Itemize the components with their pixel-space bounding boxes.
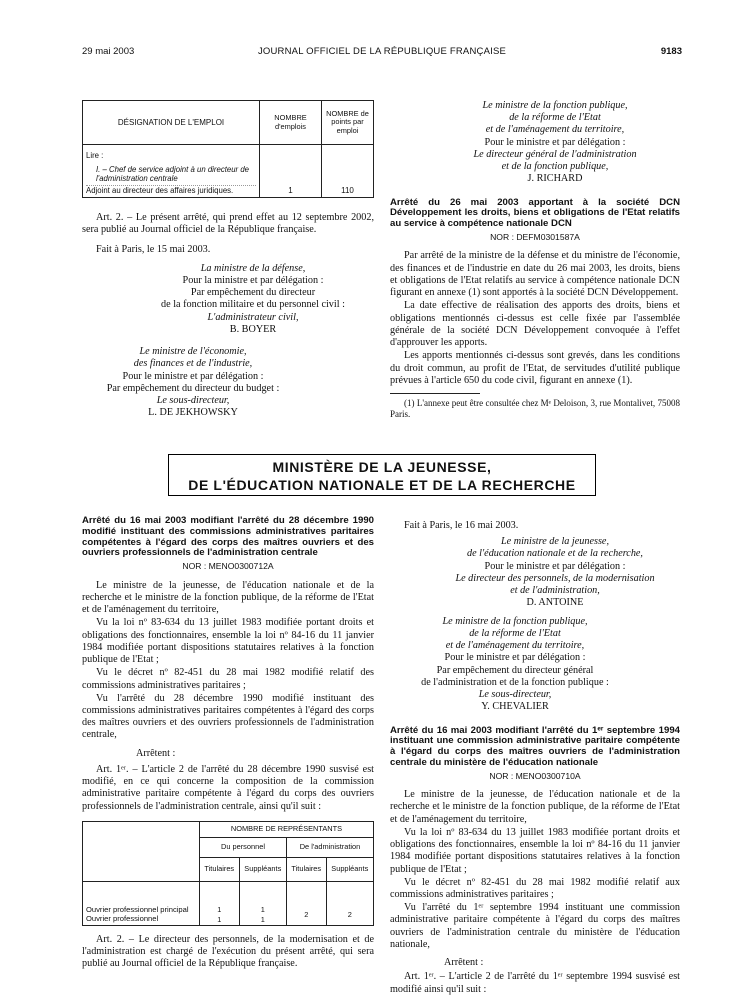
employment-table — [82, 100, 374, 198]
signing-date: Fait à Paris, le 15 mai 2003. — [96, 244, 211, 256]
table-cell: 1 — [260, 145, 322, 198]
cell-value: 1 — [260, 914, 265, 924]
page-header — [82, 46, 682, 60]
article-2: Art. 2. – Le directeur des personnels, de la modernisation et de l'administration est chargé de l'exécution du présent arrêté, qui sera publié au Journal officiel de la République française. — [82, 933, 374, 970]
body-paragraph: Vu l'arrêté du 1ᵉʳ septembre 1994 instituant une commission administrative paritaire compétente à l'égard du corps des maîtres ouvriers de l'administration centrale du ministère de l'éducation nationale, — [390, 902, 680, 950]
banner-line: MINISTÈRE DE LA JEUNESSE, — [272, 459, 492, 475]
signatory-name: Y. CHEVALIER — [481, 701, 549, 713]
signature-block — [390, 536, 680, 609]
signatory-line: de la réforme de l'Etat — [509, 112, 601, 124]
signatory-line: Le ministre de la fonction publique, — [442, 615, 588, 627]
signatory-line: Pour le ministre et par délégation : — [444, 652, 586, 664]
signatory-line: Le directeur général de l'administration — [473, 148, 637, 160]
table-header: Suppléants — [326, 857, 373, 881]
lire-label: Lire : — [86, 151, 104, 160]
signature-block — [82, 346, 374, 419]
cell-value: 1 — [217, 914, 222, 924]
body-paragraph: La date effective de réalisation des apports des droits, biens et obligations mentionnés ci-dessus est celle fixée par l'assemblée générale de la société DCN Développement convoquée à l'effet d'approuver les apports. — [390, 300, 680, 349]
table-header: DÉSIGNATION DE L'EMPLOI — [83, 101, 260, 145]
signatory-line: des finances et de l'industrie, — [133, 358, 253, 370]
body-paragraph: Vu le décret nº 82-451 du 28 mai 1982 modifié relatif aux commissions administratives paritaires ; — [390, 876, 680, 901]
signatory-name: L. DE JEKHOWSKY — [148, 407, 238, 419]
signatory-line: de la fonction militaire et du personnel civil : — [161, 299, 345, 311]
signatory-line: Le ministre de la fonction publique, — [482, 100, 628, 111]
signature-block — [82, 263, 374, 336]
table-item: I. – Chef de service adjoint à un directeur de l'administration centrale — [96, 164, 249, 184]
body-paragraph: Vu la loi nº 83-634 du 13 juillet 1983 modifiée portant droits et obligations des fonctionnaires, ensemble la loi nº 84-16 du 11 janvier 1984 modifiée portant dispositions statutaires relatives à la fonction publique de l'Etat ; — [82, 617, 374, 666]
row-label: Ouvrier professionnel principal — [86, 904, 189, 914]
signature-block — [390, 616, 680, 714]
table-header: Suppléants — [239, 857, 286, 881]
ministry-banner — [168, 454, 596, 496]
decree-title: Arrêté du 16 mai 2003 modifiant l'arrêté du 28 décembre 1990 modifié instituant des commissions administratives paritaires compétentes à l'égard des corps des maîtres ouvriers et des ouvriers professionnels de l'administration centrale — [82, 515, 374, 559]
page-number: 9183 — [660, 46, 682, 57]
body-paragraph: Vu l'arrêté du 28 décembre 1990 modifié instituant des commissions administratives paritaires compétentes à l'égard des corps des maîtres ouvriers et des ouvriers professionnels de l'administration centrale, — [82, 692, 374, 741]
body-paragraph: Le ministre de la jeunesse, de l'éducation nationale et de la recherche et le ministre de la fonction publique, de la réforme de l'Etat et de l'aménagement du territoire, — [82, 579, 374, 616]
article-2: Art. 2. – Le présent arrêté, qui prend effet au 12 septembre 2002, sera publié au Journal officiel de la République française. — [82, 211, 374, 236]
journal-title: JOURNAL OFFICIEL DE LA RÉPUBLIQUE FRANÇAISE — [257, 46, 507, 57]
left-top-column — [82, 100, 374, 419]
signatory-line: et de l'aménagement du territoire, — [485, 124, 625, 136]
table-header: Titulaires — [200, 857, 240, 881]
signatory-line: de l'éducation nationale et de la recherche, — [467, 548, 643, 560]
signatory-line: de la réforme de l'Etat — [469, 627, 561, 639]
cell-value: 1 — [217, 905, 222, 915]
table-cell — [239, 881, 286, 925]
table-header: NOMBRE de points par emploi — [322, 101, 374, 145]
signatory-line: Pour la ministre et par délégation : — [182, 274, 324, 286]
signatory-line: Le sous-directeur, — [156, 394, 230, 406]
decree-title: Arrêté du 16 mai 2003 modifiant l'arrêté du 1ᵉʳ septembre 1994 instituant une commission administrative paritaire compétente à l'égard du corps des maîtres ouvriers de l'administration centrale du ministère de l'éducation nationale — [390, 724, 680, 768]
decree-title: Arrêté du 26 mai 2003 apportant à la société DCN Développement les droits, biens et obligations de l'Etat relatifs au service à compétence nationale DCN — [390, 196, 680, 230]
arretent-label: Arrêtent : — [444, 957, 484, 969]
table-cell — [83, 145, 260, 198]
article-1: Art. 1ᵉʳ. – L'article 2 de l'arrêté du 28 décembre 1990 susvisé est modifié, en ce qui concerne la composition de la commission administrative paritaire compétente à l'égard du corps des ouvriers professionnels de l'administration centrale, ainsi qu'il suit : — [82, 763, 374, 812]
body-paragraph: Les apports mentionnés ci-dessus sont grevés, dans les conditions du droit commun, au profit de l'Etat, de servitudes d'utilité publique prévues à l'article 650 du code civil, figurant en annexe (1). — [390, 350, 680, 386]
table-header: Titulaires — [286, 857, 326, 881]
header-date: 29 mai 2003 — [82, 46, 135, 57]
arretent-label: Arrêtent : — [136, 747, 176, 759]
signatory-line: Le ministre de la jeunesse, — [501, 536, 609, 548]
article-1: Art. 1ᵉʳ. – L'article 2 de l'arrêté du 1ᵉʳ septembre 1994 susvisé est modifié ainsi qu'il suit : — [390, 971, 680, 995]
signature-block — [390, 100, 680, 186]
body-paragraph: Vu le décret nº 82-451 du 28 mai 1982 modifié relatif des commissions administratives paritaires ; — [82, 667, 374, 691]
signatory-line: Par empêchement du directeur — [190, 287, 316, 299]
signatory-line: Pour le ministre et par délégation : — [484, 136, 626, 148]
table-cell: 2 — [286, 881, 326, 925]
table-header: De l'administration — [286, 837, 373, 857]
signatory-line: Par empêchement du directeur général — [436, 664, 594, 676]
signatory-name: B. BOYER — [229, 323, 277, 335]
nor-reference: NOR : DEFM0301587A — [490, 232, 580, 243]
table-item: Adjoint au directeur des affaires juridiques. — [86, 185, 256, 196]
table-header: NOMBRE d'emplois — [260, 101, 322, 145]
signatory-line: Le sous-directeur, — [478, 689, 552, 701]
signatory-line: Par empêchement du directeur du budget : — [106, 382, 280, 394]
signatory-line: La ministre de la défense, — [200, 262, 306, 274]
right-bottom-column — [390, 520, 680, 997]
cell-value: 1 — [260, 905, 265, 915]
table-header: Du personnel — [200, 837, 287, 857]
signatory-line: Le ministre de l'économie, — [139, 346, 247, 358]
representatives-table — [82, 821, 374, 926]
footnote: (1) L'annexe peut être consultée chez Mᵉ Deloison, 3, rue Montalivet, 75008 Paris. — [390, 398, 680, 419]
signatory-line: Pour le ministre et par délégation : — [122, 370, 264, 382]
signatory-line: Le directeur des personnels, de la modernisation — [455, 572, 655, 584]
row-label: Ouvrier professionnel — [86, 914, 159, 924]
left-bottom-column — [82, 516, 374, 972]
nor-reference: NOR : MENO0300710A — [489, 770, 581, 781]
signatory-line: Pour le ministre et par délégation : — [484, 560, 626, 572]
right-top-column — [390, 100, 680, 421]
signatory-line: L'administrateur civil, — [207, 311, 299, 323]
footnote-divider — [390, 393, 480, 394]
table-cell — [83, 881, 200, 925]
banner-line: DE L'ÉDUCATION NATIONALE ET DE LA RECHERCHE — [188, 476, 576, 493]
signatory-name: J. RICHARD — [527, 173, 583, 185]
signatory-line: de l'administration et de la fonction publique : — [421, 676, 609, 688]
body-paragraph: Par arrêté de la ministre de la défense et du ministre de l'économie, des finances et de l'industrie en date du 26 mai 2003, les droits, biens et obligations de l'Etat relatifs au service à compétence nationale DCN figurant en annexe (1) sont apportés à la société DCN Développement. — [390, 250, 680, 299]
table-cell: 2 — [326, 881, 373, 925]
body-paragraph: Vu la loi nº 83-634 du 13 juillet 1983 modifiée portant droits et obligations des fonctionnaires, ensemble la loi nº 84-16 du 11 janvier 1984 modifiée portant dispositions statutaires relatives à la fonction publique de l'Etat ; — [390, 826, 680, 875]
signatory-line: et de l'administration, — [510, 585, 600, 597]
body-paragraph: Le ministre de la jeunesse, de l'éducation nationale et de la recherche et le ministre de la fonction publique, de la réforme de l'Etat et de l'aménagement du territoire, — [390, 789, 680, 825]
signatory-line: et de la fonction publique, — [501, 161, 609, 173]
table-cell — [200, 881, 240, 925]
table-cell: 110 — [322, 145, 374, 198]
table-header: NOMBRE DE REPRÉSENTANTS — [200, 821, 374, 837]
signatory-name: D. ANTOINE — [526, 597, 584, 609]
table-cell — [83, 821, 200, 881]
signing-date: Fait à Paris, le 16 mai 2003. — [404, 520, 519, 531]
nor-reference: NOR : MENO0300712A — [182, 561, 274, 572]
signatory-line: et de l'aménagement du territoire, — [445, 640, 585, 652]
